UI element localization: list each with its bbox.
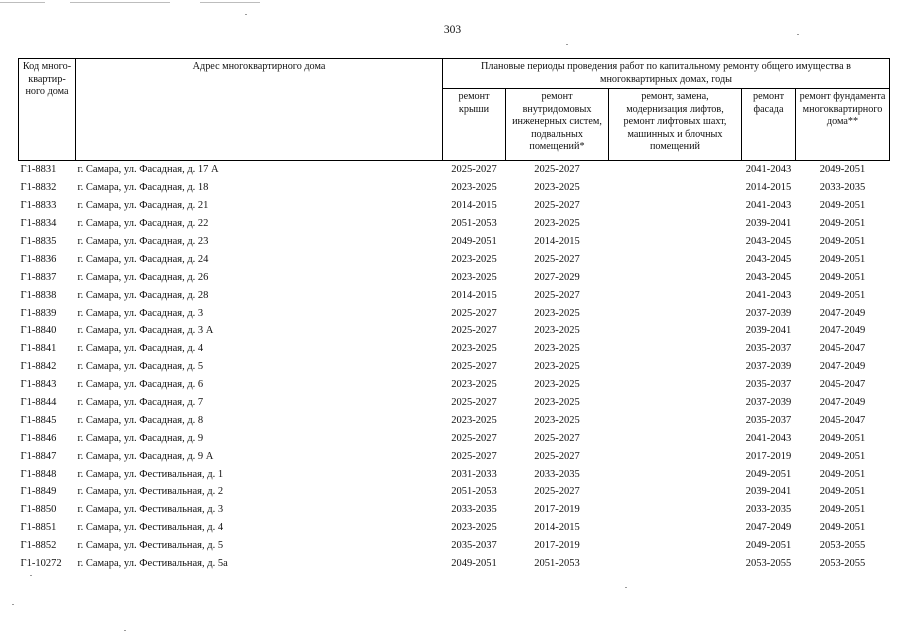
cell-code: Г1-8852 <box>20 540 57 552</box>
cell-roof: 2014-2015 <box>451 200 497 212</box>
cell-systems: 2023-2025 <box>534 361 580 373</box>
cell-lifts <box>609 268 742 286</box>
cell-code: Г1-10272 <box>20 558 62 570</box>
cell-address: г. Самара, ул. Фестивальная, д. 2 <box>77 486 224 498</box>
table-row <box>19 197 890 215</box>
header-roof: ремонт крыши <box>443 89 506 161</box>
cell-facade: 2017-2019 <box>745 450 792 462</box>
cell-systems: 2025-2027 <box>534 450 580 462</box>
cell-address: г. Самара, ул. Фасадная, д. 28 <box>77 289 209 301</box>
scan-speck <box>124 630 126 631</box>
cell-systems: 2025-2027 <box>534 200 580 212</box>
cell-address: г. Самара, ул. Фасадная, д. 9 <box>77 432 204 444</box>
cell-lifts <box>609 340 742 358</box>
cell-facade: 2035-2037 <box>745 414 792 426</box>
header-systems: ремонт внутридомовых инженерных систем, подвальных помещений* <box>506 89 609 161</box>
table-row <box>19 411 890 429</box>
cell-facade: 2049-2051 <box>745 468 792 480</box>
cell-roof: 2033-2035 <box>451 504 497 516</box>
cell-facade: 2043-2045 <box>745 236 792 247</box>
cell-address: г. Самара, ул. Фасадная, д. 24 <box>77 253 209 265</box>
cell-foundation: 2049-2051 <box>819 200 866 212</box>
table-row <box>19 429 890 447</box>
cell-systems: 2025-2027 <box>534 289 580 301</box>
cell-lifts <box>609 304 742 322</box>
table-row <box>19 519 890 537</box>
cell-address: г. Самара, ул. Фасадная, д. 4 <box>77 343 204 355</box>
cell-foundation: 2047-2049 <box>819 325 866 337</box>
cell-systems: 2023-2025 <box>534 414 580 426</box>
table-row <box>19 394 890 412</box>
header-lifts: ремонт, замена, модернизация лифтов, ремонт лифтовых шахт, машинных и блочных помещений <box>609 89 742 161</box>
cell-facade: 2053-2055 <box>745 558 792 570</box>
cell-facade: 2043-2045 <box>745 253 792 265</box>
cell-code: Г1-8841 <box>20 343 57 355</box>
cell-facade: 2041-2043 <box>742 161 796 179</box>
cell-lifts <box>609 197 742 215</box>
table-row <box>19 376 890 394</box>
cell-code: Г1-8834 <box>20 218 57 230</box>
cell-foundation: 2049-2051 <box>819 289 866 301</box>
cell-roof: 2025-2027 <box>451 432 497 444</box>
cell-systems: 2017-2019 <box>534 504 580 516</box>
table-row <box>19 322 890 340</box>
cell-systems: 2023-2025 <box>534 379 580 391</box>
cell-foundation: 2045-2047 <box>819 343 866 355</box>
cell-roof: 2051-2053 <box>451 218 497 230</box>
cell-systems: 2017-2019 <box>534 540 580 552</box>
cell-foundation: 2049-2051 <box>819 236 866 247</box>
cell-facade: 2047-2049 <box>745 522 792 534</box>
table-row <box>19 250 890 268</box>
cell-code: Г1-8848 <box>20 468 57 480</box>
cell-address: г. Самара, ул. Фасадная, д. 22 <box>77 218 209 230</box>
header-facade: ремонт фасада <box>742 89 796 161</box>
cell-address: г. Самара, ул. Фасадная, д. 23 <box>77 236 209 247</box>
table-row <box>19 304 890 322</box>
cell-roof: 2051-2053 <box>451 486 497 498</box>
top-rule <box>0 2 45 3</box>
cell-roof: 2023-2025 <box>451 182 497 194</box>
cell-code: Г1-8846 <box>20 432 57 444</box>
table-body <box>19 161 890 573</box>
header-code: Код много- квартир- ного дома <box>19 59 76 161</box>
cell-address: г. Самара, ул. Фасадная, д. 3 <box>77 307 204 319</box>
cell-facade: 2037-2039 <box>745 307 792 319</box>
cell-lifts <box>609 465 742 483</box>
cell-address: г. Самара, ул. Фасадная, д. 6 <box>77 379 204 391</box>
cell-facade: 2039-2041 <box>745 486 792 498</box>
cell-code: Г1-8837 <box>20 271 57 283</box>
cell-foundation: 2049-2051 <box>819 271 866 283</box>
table-row <box>19 340 890 358</box>
top-rule <box>70 2 170 3</box>
cell-systems: 2025-2027 <box>534 253 580 265</box>
cell-lifts <box>609 376 742 394</box>
table-row <box>19 268 890 286</box>
cell-lifts <box>609 555 742 573</box>
cell-roof: 2023-2025 <box>451 414 497 426</box>
cell-code: Г1-8831 <box>19 161 76 179</box>
table-row <box>19 179 890 197</box>
cell-facade: 2041-2043 <box>745 200 792 212</box>
cell-roof: 2025-2027 <box>451 361 497 373</box>
table-row <box>19 537 890 555</box>
cell-roof: 2023-2025 <box>451 343 497 355</box>
cell-address: г. Самара, ул. Фасадная, д. 5 <box>77 361 204 373</box>
cell-facade: 2041-2043 <box>745 432 792 444</box>
cell-facade: 2033-2035 <box>745 504 792 516</box>
cell-systems: 2023-2025 <box>534 307 580 319</box>
cell-code: Г1-8847 <box>20 450 57 462</box>
cell-lifts <box>609 179 742 197</box>
top-rule <box>200 2 260 3</box>
cell-address: г. Самара, ул. Фасадная, д. 18 <box>77 182 209 194</box>
cell-foundation: 2049-2051 <box>819 218 866 230</box>
cell-address: г. Самара, ул. Фасадная, д. 9 А <box>77 450 214 462</box>
cell-systems: 2023-2025 <box>534 325 580 337</box>
cell-roof: 2049-2051 <box>451 236 497 247</box>
cell-systems: 2025-2027 <box>506 161 609 179</box>
cell-roof: 2025-2027 <box>443 161 506 179</box>
cell-code: Г1-8849 <box>20 486 57 498</box>
cell-address: г. Самара, ул. Фестивальная, д. 4 <box>77 522 224 534</box>
cell-foundation: 2049-2051 <box>796 161 890 179</box>
table-row <box>19 215 890 233</box>
cell-address: г. Самара, ул. Фасадная, д. 26 <box>77 271 209 283</box>
cell-foundation: 2049-2051 <box>819 522 866 534</box>
scan-speck <box>12 604 14 605</box>
cell-code: Г1-8838 <box>20 289 57 301</box>
cell-lifts <box>609 322 742 340</box>
cell-address: г. Самара, ул. Фасадная, д. 21 <box>77 200 209 212</box>
cell-address: г. Самара, ул. Фестивальная, д. 1 <box>77 468 224 480</box>
cell-facade: 2037-2039 <box>745 361 792 373</box>
cell-roof: 2049-2051 <box>451 558 497 570</box>
cell-roof: 2025-2027 <box>451 450 497 462</box>
cell-code: Г1-8839 <box>20 307 57 319</box>
cell-address: г. Самара, ул. Фестивальная, д. 3 <box>77 504 224 516</box>
cell-roof: 2023-2025 <box>451 522 497 534</box>
cell-systems: 2051-2053 <box>534 558 580 570</box>
cell-lifts <box>609 286 742 304</box>
cell-lifts <box>609 250 742 268</box>
table-row <box>19 555 890 573</box>
scan-speck <box>245 14 247 15</box>
cell-systems: 2014-2015 <box>534 236 580 247</box>
cell-facade: 2041-2043 <box>745 289 792 301</box>
cell-lifts <box>609 411 742 429</box>
cell-lifts <box>609 394 742 412</box>
header-periods: Плановые периоды проведения работ по капитальному ремонту общего имущества в многоквартирных домах, годы <box>443 59 890 89</box>
cell-address: г. Самара, ул. Фестивальная, д. 5а <box>77 558 228 570</box>
cell-facade: 2035-2037 <box>745 343 792 355</box>
cell-foundation: 2049-2051 <box>819 468 866 480</box>
cell-foundation: 2053-2055 <box>819 558 866 570</box>
scan-speck <box>30 575 32 576</box>
cell-systems: 2025-2027 <box>534 432 580 444</box>
cell-address: г. Самара, ул. Фасадная, д. 17 А <box>76 161 443 179</box>
cell-lifts <box>609 215 742 233</box>
cell-address: г. Самара, ул. Фасадная, д. 3 А <box>77 325 214 337</box>
header-address: Адрес многоквартирного дома <box>76 59 443 161</box>
capital-repair-table <box>18 58 890 572</box>
cell-foundation: 2045-2047 <box>819 379 866 391</box>
cell-code: Г1-8845 <box>20 414 57 426</box>
cell-systems: 2023-2025 <box>534 343 580 355</box>
cell-lifts <box>609 358 742 376</box>
cell-roof: 2025-2027 <box>451 397 497 409</box>
cell-roof: 2025-2027 <box>451 325 497 337</box>
cell-foundation: 2047-2049 <box>819 361 866 373</box>
cell-roof: 2023-2025 <box>451 253 497 265</box>
cell-code: Г1-8832 <box>20 182 57 194</box>
cell-systems: 2014-2015 <box>534 522 580 534</box>
cell-code: Г1-8833 <box>20 200 57 212</box>
scan-speck <box>797 34 799 35</box>
cell-systems: 2023-2025 <box>534 397 580 409</box>
header-foundation: ремонт фундамента многоквартирного дома** <box>796 89 890 161</box>
cell-code: Г1-8836 <box>20 253 57 265</box>
table-row <box>19 286 890 304</box>
cell-facade: 2014-2015 <box>745 182 792 194</box>
cell-address: г. Самара, ул. Фасадная, д. 7 <box>77 397 204 409</box>
cell-foundation: 2049-2051 <box>819 450 866 462</box>
cell-code: Г1-8851 <box>20 522 57 534</box>
cell-roof: 2025-2027 <box>451 307 497 319</box>
cell-address: г. Самара, ул. Фестивальная, д. 5 <box>77 540 224 552</box>
cell-code: Г1-8843 <box>20 379 57 391</box>
cell-lifts <box>609 429 742 447</box>
cell-facade: 2049-2051 <box>745 540 792 552</box>
cell-lifts <box>609 161 742 179</box>
cell-code: Г1-8842 <box>20 361 57 373</box>
cell-roof: 2023-2025 <box>451 271 497 283</box>
scan-speck <box>625 587 627 588</box>
cell-lifts <box>609 233 742 251</box>
table-row <box>19 483 890 501</box>
cell-lifts <box>609 519 742 537</box>
cell-facade: 2037-2039 <box>745 397 792 409</box>
cell-systems: 2027-2029 <box>534 271 580 283</box>
table-row <box>19 465 890 483</box>
table-row <box>19 358 890 376</box>
cell-lifts <box>609 501 742 519</box>
cell-roof: 2031-2033 <box>451 468 497 480</box>
cell-code: Г1-8844 <box>20 397 57 409</box>
cell-facade: 2039-2041 <box>745 325 792 337</box>
page-number: 303 <box>443 24 462 36</box>
cell-systems: 2023-2025 <box>534 182 580 194</box>
cell-foundation: 2033-2035 <box>819 182 866 194</box>
cell-foundation: 2049-2051 <box>819 504 866 516</box>
cell-roof: 2014-2015 <box>451 289 497 301</box>
cell-roof: 2023-2025 <box>451 379 497 391</box>
cell-code: Г1-8840 <box>20 325 57 337</box>
table-row <box>19 161 890 179</box>
cell-foundation: 2047-2049 <box>819 307 866 319</box>
cell-foundation: 2049-2051 <box>819 432 866 444</box>
cell-facade: 2039-2041 <box>745 218 792 230</box>
cell-code: Г1-8850 <box>20 504 57 516</box>
cell-facade: 2035-2037 <box>745 379 792 391</box>
cell-foundation: 2049-2051 <box>819 253 866 265</box>
cell-lifts <box>609 483 742 501</box>
cell-code: Г1-8835 <box>20 236 57 247</box>
cell-systems: 2025-2027 <box>534 486 580 498</box>
scan-speck <box>566 44 568 45</box>
cell-systems: 2033-2035 <box>534 468 580 480</box>
table-row <box>19 447 890 465</box>
cell-foundation: 2053-2055 <box>819 540 866 552</box>
cell-foundation: 2047-2049 <box>819 397 866 409</box>
cell-systems: 2023-2025 <box>534 218 580 230</box>
cell-foundation: 2045-2047 <box>819 414 866 426</box>
cell-facade: 2043-2045 <box>745 271 792 283</box>
cell-lifts <box>609 447 742 465</box>
cell-foundation: 2049-2051 <box>819 486 866 498</box>
table-row <box>19 501 890 519</box>
cell-roof: 2035-2037 <box>451 540 497 552</box>
cell-address: г. Самара, ул. Фасадная, д. 8 <box>77 414 204 426</box>
table-row <box>19 233 890 251</box>
cell-lifts <box>609 537 742 555</box>
